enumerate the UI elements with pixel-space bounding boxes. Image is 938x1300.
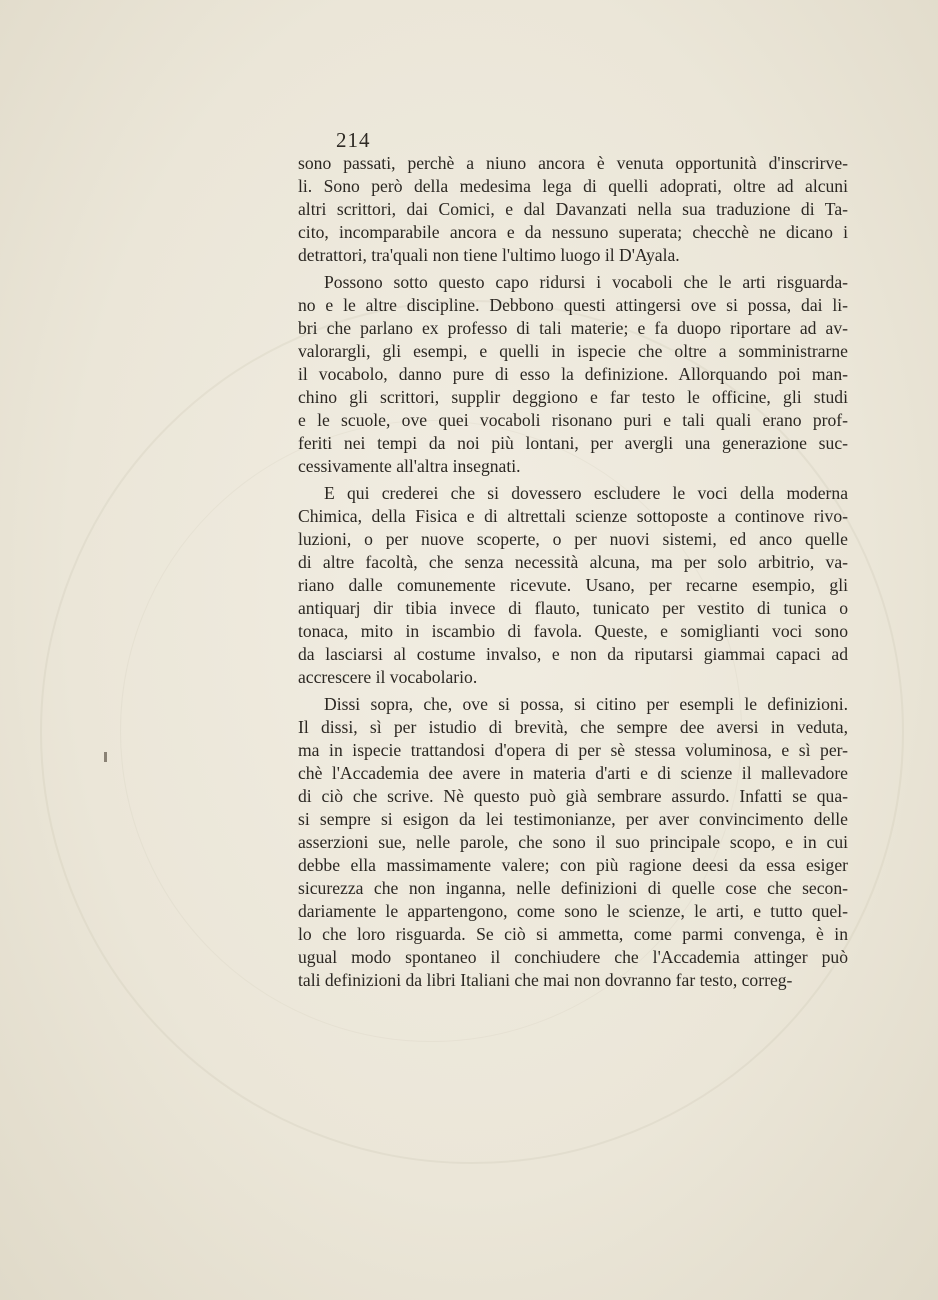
text-line: si sempre si esigon da lei testimonianze, per aver convincimento delle (298, 809, 848, 829)
text-line: asserzioni sue, nelle parole, che sono il suo principale scopo, e in cui (298, 832, 848, 852)
text-line: no e le altre discipline. Debbono questi attingersi ove si possa, dai li- (298, 295, 848, 315)
text-line: debbe ella massimamente valere; con più ragione deesi da essa esiger (298, 855, 848, 875)
text-line: ugual modo spontaneo il conchiudere che l'Accademia attinger può (298, 947, 848, 967)
text-line: riano dalle comunemente ricevute. Usano, per recarne esempio, gli (298, 575, 848, 595)
text-line: ma in ispecie trattandosi d'opera di per sè stessa voluminosa, e sì per- (298, 740, 848, 760)
text-line: di altre facoltà, che senza necessità alcuna, ma per solo arbitrio, va- (298, 552, 848, 572)
text-line: E qui crederei che si dovessero escludere le voci della moderna (324, 483, 848, 503)
text-line: dariamente le appartengono, come sono le scienze, le arti, e tutto quel- (298, 901, 848, 921)
text-line: Dissi sopra, che, ove si possa, si citino per esempli le definizioni. (324, 694, 848, 714)
text-line: Possono sotto questo capo ridursi i vocaboli che le arti risguarda- (324, 272, 848, 292)
text-line: da lasciarsi al costume invalso, e non da riputarsi giammai capaci ad (298, 644, 848, 664)
text-line: bri che parlano ex professo di tali materie; e fa duopo riportare ad av- (298, 318, 848, 338)
text-line: chè l'Accademia dee avere in materia d'arti e di scienze il mallevadore (298, 763, 848, 783)
page-number: 214 (336, 128, 371, 152)
text-line: cito, incomparabile ancora e da nessuno superata; checchè ne dicano i (298, 222, 848, 242)
text-line: tonaca, mito in iscambio di favola. Queste, e somiglianti voci sono (298, 621, 848, 641)
text-line: cessivamente all'altra insegnati. (298, 456, 521, 476)
text-line: tali definizioni da libri Italiani che mai non dovranno far testo, correg- (298, 970, 793, 990)
text-line: lo che loro risguarda. Se ciò si ammetta, come parmi convenga, è in (298, 924, 848, 944)
text-line: luzioni, o per nuove scoperte, o per nuovi sistemi, ed anco quelle (298, 529, 848, 549)
text-line: Il dissi, sì per istudio di brevità, che sempre dee aversi in veduta, (298, 717, 848, 737)
text-line: di ciò che scrive. Nè questo può già sembrare assurdo. Infatti se qua- (298, 786, 848, 806)
text-line: feriti nei tempi da noi più lontani, per avergli una generazione suc- (298, 433, 848, 453)
text-line: sicurezza che non inganna, nelle definizioni di quelle cose che secon- (298, 878, 848, 898)
body-text (298, 152, 848, 992)
text-line: detrattori, tra'quali non tiene l'ultimo luogo il D'Ayala. (298, 245, 680, 265)
text-line: Chimica, della Fisica e di altrettali scienze sottoposte a continove rivo- (298, 506, 848, 526)
text-line: antiquarj dir tibia invece di flauto, tunicato per vestito di tunica o (298, 598, 848, 618)
text-line: valorargli, gli esempi, e quelli in ispecie che oltre a somministrarne (298, 341, 848, 361)
text-line: accrescere il vocabolario. (298, 667, 478, 687)
text-line: li. Sono però della medesima lega di quelli adoprati, oltre ad alcuni (298, 176, 848, 196)
text-line: chino gli scrittori, supplir deggiono e far testo le officine, gli studi (298, 387, 848, 407)
text-line: il vocabolo, danno pure di esso la definizione. Allorquando poi man- (298, 364, 848, 384)
margin-mark (104, 752, 107, 762)
text-line: altri scrittori, dai Comici, e dal Davanzati nella sua traduzione di Ta- (298, 199, 848, 219)
text-line: e le scuole, ove quei vocaboli risonano puri e tali quali erano prof- (298, 410, 848, 430)
text-line: sono passati, perchè a niuno ancora è venuta opportunità d'inscrirve- (298, 153, 848, 173)
